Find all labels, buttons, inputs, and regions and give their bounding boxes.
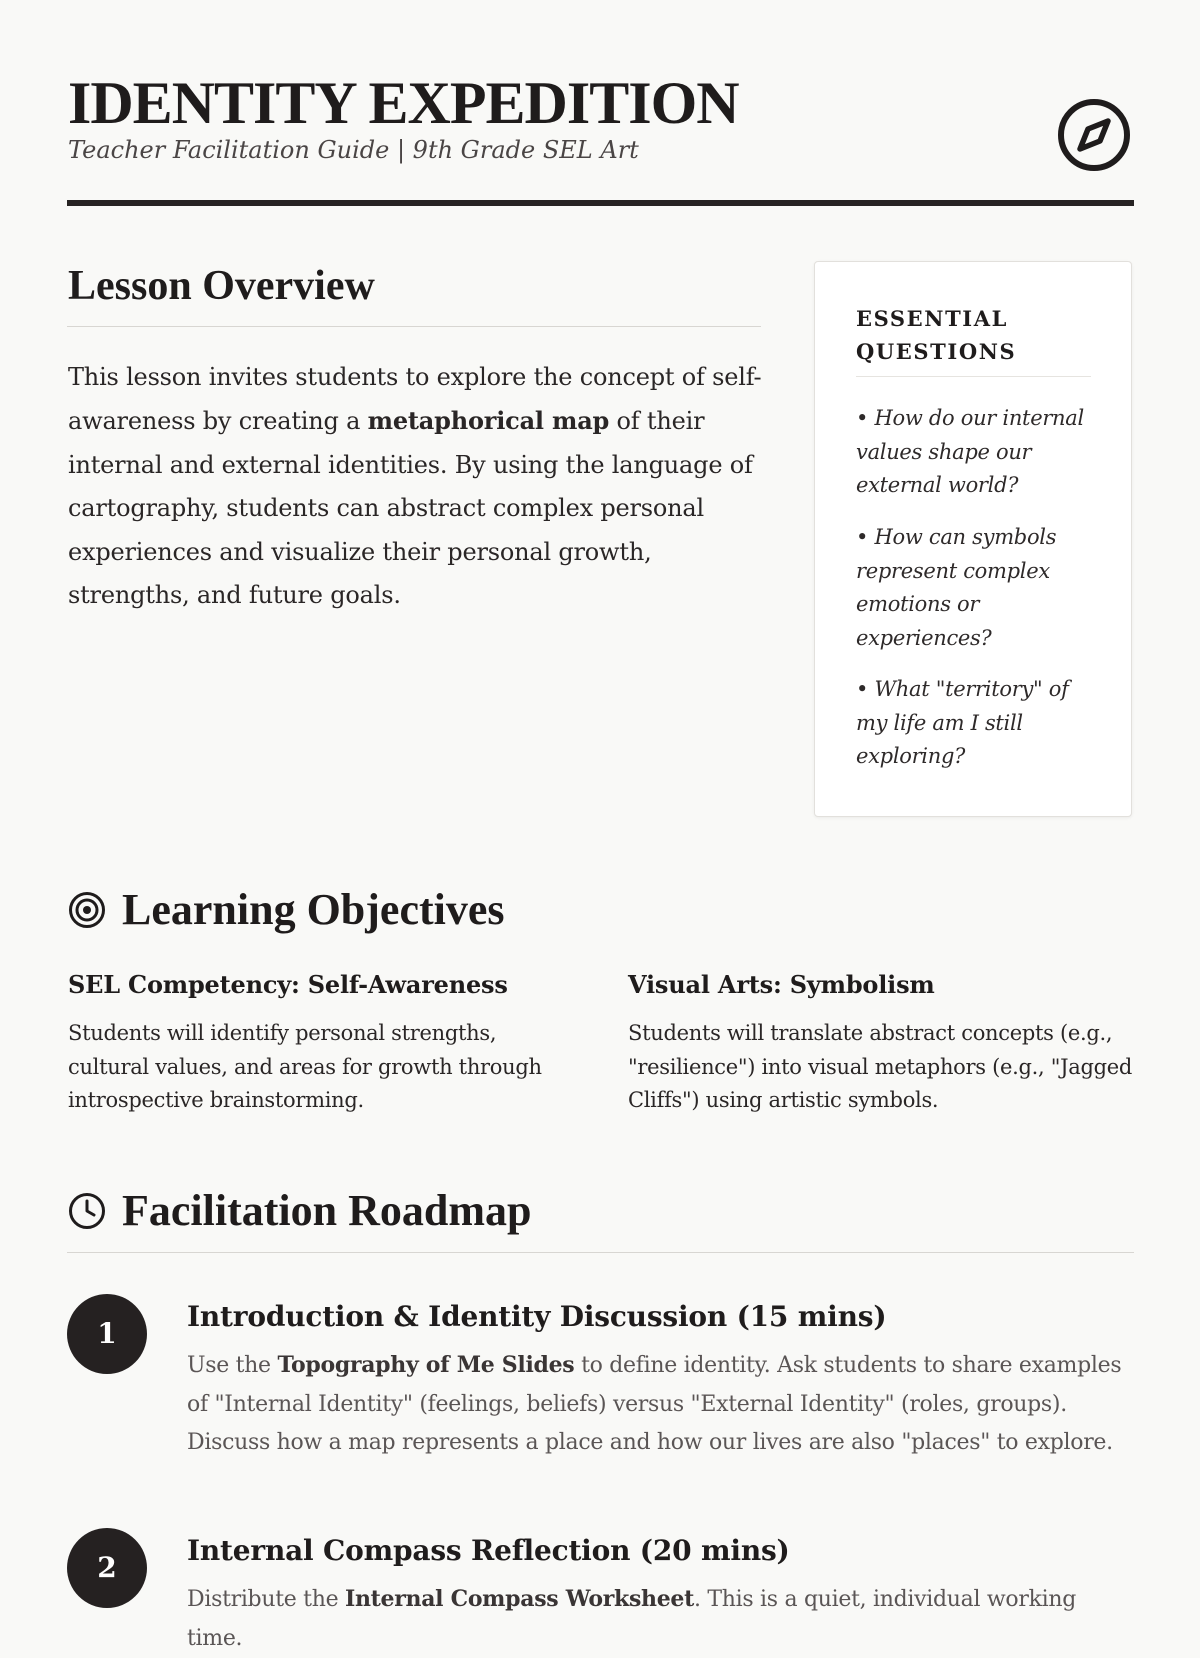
overview-text-start: This lesson invites students to explore the concept of self-awareness by creating a <box>68 363 762 436</box>
essential-question-item: • What "territory" of my life am I still exploring? <box>856 677 1069 768</box>
overview-text-end: of their internal and external identities. By using the language of cartography, students can abstract complex personal experiences and visualize their personal growth, strengths, and future goals. <box>68 407 753 610</box>
step-number-badge: 1 <box>67 1294 147 1374</box>
step-description-start: Use the <box>187 1353 278 1378</box>
step-resource-link: Topography of Me Slides <box>277 1352 575 1378</box>
essential-question-item: • How can symbols represent complex emotions or experiences? <box>856 525 1057 650</box>
objective-item <box>628 970 1133 1118</box>
overview-divider <box>67 326 761 327</box>
overview-text <box>68 356 768 617</box>
objective-item <box>68 970 568 1118</box>
step-number-badge: 2 <box>67 1528 147 1608</box>
objectives-section-header <box>68 884 505 935</box>
essential-questions-card <box>814 261 1132 817</box>
step-title: Introduction & Identity Discussion (15 mins) <box>187 1300 887 1333</box>
page-title: IDENTITY EXPEDITION <box>68 70 739 136</box>
objective-title: SEL Competency: Self-Awareness <box>68 970 508 999</box>
essential-questions-divider <box>856 376 1091 377</box>
step-title: Internal Compass Reflection (20 mins) <box>187 1534 790 1567</box>
target-icon <box>68 891 106 929</box>
step-description <box>187 1580 1137 1658</box>
objective-text: Students will translate abstract concepts (e.g., "resilience") into visual metaphors (e.g., "Jagged Cliffs") using artistic symbols. <box>628 1021 1133 1112</box>
essential-question-item: • How do our internal values shape our external world? <box>856 406 1084 497</box>
step-description-start: Distribute the <box>187 1587 345 1612</box>
page-header <box>68 70 1134 164</box>
objective-title: Visual Arts: Symbolism <box>628 970 935 999</box>
overview-text-bold: metaphorical map <box>367 406 610 436</box>
header-divider <box>67 200 1134 206</box>
step-description-end: . This is a quiet, individual working time. <box>187 1587 1077 1651</box>
objectives-heading: Learning Objectives <box>122 885 505 934</box>
step-description-end: to define identity. Ask students to share examples of "Internal Identity" (feelings, beliefs) versus "External Identity" (roles, groups). Discuss how a map represents a place and how our lives are also "places" to explore. <box>187 1353 1122 1455</box>
compass-icon <box>1056 97 1132 173</box>
clock-icon <box>68 1192 106 1230</box>
page-subtitle: Teacher Facilitation Guide | 9th Grade SEL Art <box>68 136 639 164</box>
roadmap-divider <box>67 1252 1134 1253</box>
step-description <box>187 1346 1137 1463</box>
overview-heading: Lesson Overview <box>68 263 375 309</box>
essential-questions-title: ESSENTIAL QUESTIONS <box>856 306 1017 364</box>
roadmap-heading: Facilitation Roadmap <box>122 1186 532 1235</box>
objective-text: Students will identify personal strengths, cultural values, and areas for growth through introspective brainstorming. <box>68 1021 542 1112</box>
step-resource-link: Internal Compass Worksheet <box>345 1586 694 1612</box>
roadmap-section-header <box>68 1185 531 1236</box>
